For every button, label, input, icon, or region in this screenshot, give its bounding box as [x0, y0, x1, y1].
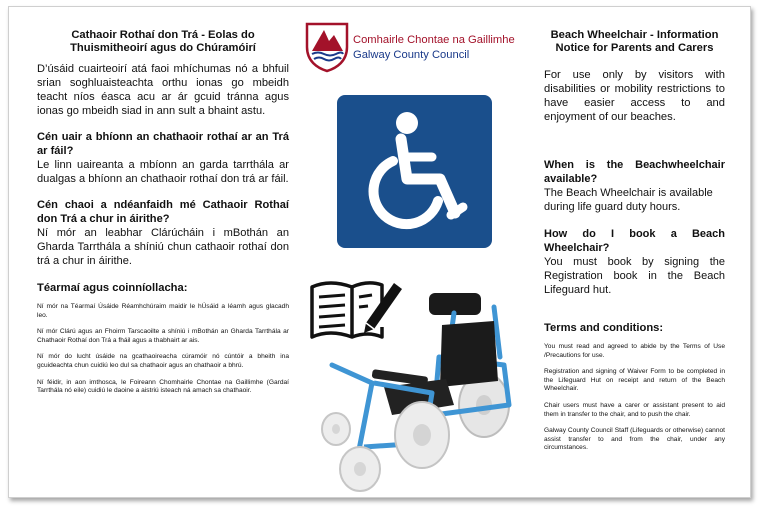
irish-title: Cathaoir Rothaí don Trá - Eolas do Thuismitheoirí agus do Chúramóirí [70, 29, 256, 54]
irish-column [37, 7, 289, 404]
english-term-3: Chair users must have a carer or assistant present to aid them in transfer to the chair, and to push the chair. [544, 401, 725, 418]
irish-term-3: Ní mór do lucht úsáide na gcathaoireacha cúramóir nó cúntóir a bheith ina gcuideachta chun cuidiú leo dul sa chathaoir agus an chathaoir a bhrú. [37, 353, 289, 369]
beach-wheelchair-image [314, 287, 544, 497]
irish-term-1: Ní mór na Téarmaí Úsáide Réamhchúraim maidir le hÚsáid a léamh agus glacadh leo. [37, 303, 289, 319]
english-terms-heading: Terms and conditions: [544, 322, 664, 334]
irish-question-booking: Cén chaoi a ndéanfaidh mé Cathaoir Rothaí don Trá a chur in áirithe? [37, 199, 289, 225]
logo-english-name: Galway County Council [353, 49, 470, 61]
irish-question-availability: Cén uair a bhíonn an chathaoir rothaí ar an Trá ar fáil? [37, 131, 289, 157]
notice-sheet [8, 6, 751, 498]
irish-answer-availability: Le linn uaireanta a mbíonn an garda tarrthála ar dualgas a bhíonn an chathaoir rothaí don trá ar fáil. [37, 159, 289, 185]
accessibility-wheelchair-icon [337, 95, 492, 248]
english-question-availability: When is the Beachwheelchair available? [544, 159, 725, 185]
accessibility-sign [337, 95, 492, 248]
english-title: Beach Wheelchair - Information Notice for Parents and Carers [550, 29, 719, 54]
english-question-booking: How do I book a Beach Wheelchair? [544, 228, 725, 254]
irish-intro: D’úsáid cuairteoirí atá faoi mhíchumas nó a bhfuil srian soghluaisteachta orthu ionas go mbeidh teacht níos éasca acu ar ár gcuid tránna agus ionas go mbeidh siad in ann sult a bhaint astu. [37, 63, 289, 117]
english-intro: For use only by visitors with disabilities or mobility restrictions to have easier access to and enjoyment of our beaches. [544, 69, 725, 123]
english-term-1: You must read and agreed to abide by the Terms of Use /Precautions for use. [544, 343, 725, 359]
english-column [544, 7, 725, 461]
english-term-2: Registration and signing of Waiver Form to be completed in the Lifeguard Hut on receipt and return of the Beach Wheelchair. [544, 368, 725, 393]
english-answer-availability: The Beach Wheelchair is available during life guard duty hours. [544, 187, 713, 213]
logo-irish-name: Comhairle Chontae na Gaillimhe [353, 34, 515, 46]
irish-terms-heading: Téarmaí agus coinníollacha: [37, 282, 188, 294]
irish-term-4: Ní féidir, in aon imthosca, le Foireann Chomhairle Chontae na Gaillimhe (Gardaí Tarrthála nó eile) cuidiú le daoine a aistriú isteach ná amach sa chathaoir. [37, 378, 289, 395]
council-logo [304, 21, 524, 76]
council-crest-icon [304, 21, 350, 73]
irish-answer-booking: Ní mór an leabhar Clárúcháin i mBothán an Gharda Tarrthála a shíniú chun cathaoir rothaí don trá a chur in áirithe. [37, 227, 289, 267]
english-term-4: Galway County Council Staff (Lifeguards or otherwise) cannot assist transfer to and from the chair, under any circumstances. [544, 427, 725, 452]
irish-term-2: Ní mór Clárú agus an Fhoirm Tarscaoilte a shíniú i mBothán an Gharda Tarrthála ar Chathaoir Rothaí don Trá a fháil agus a thabhairt ar ais. [37, 328, 289, 344]
english-answer-booking: You must book by signing the Registration book in the Beach Lifeguard hut. [544, 256, 725, 296]
